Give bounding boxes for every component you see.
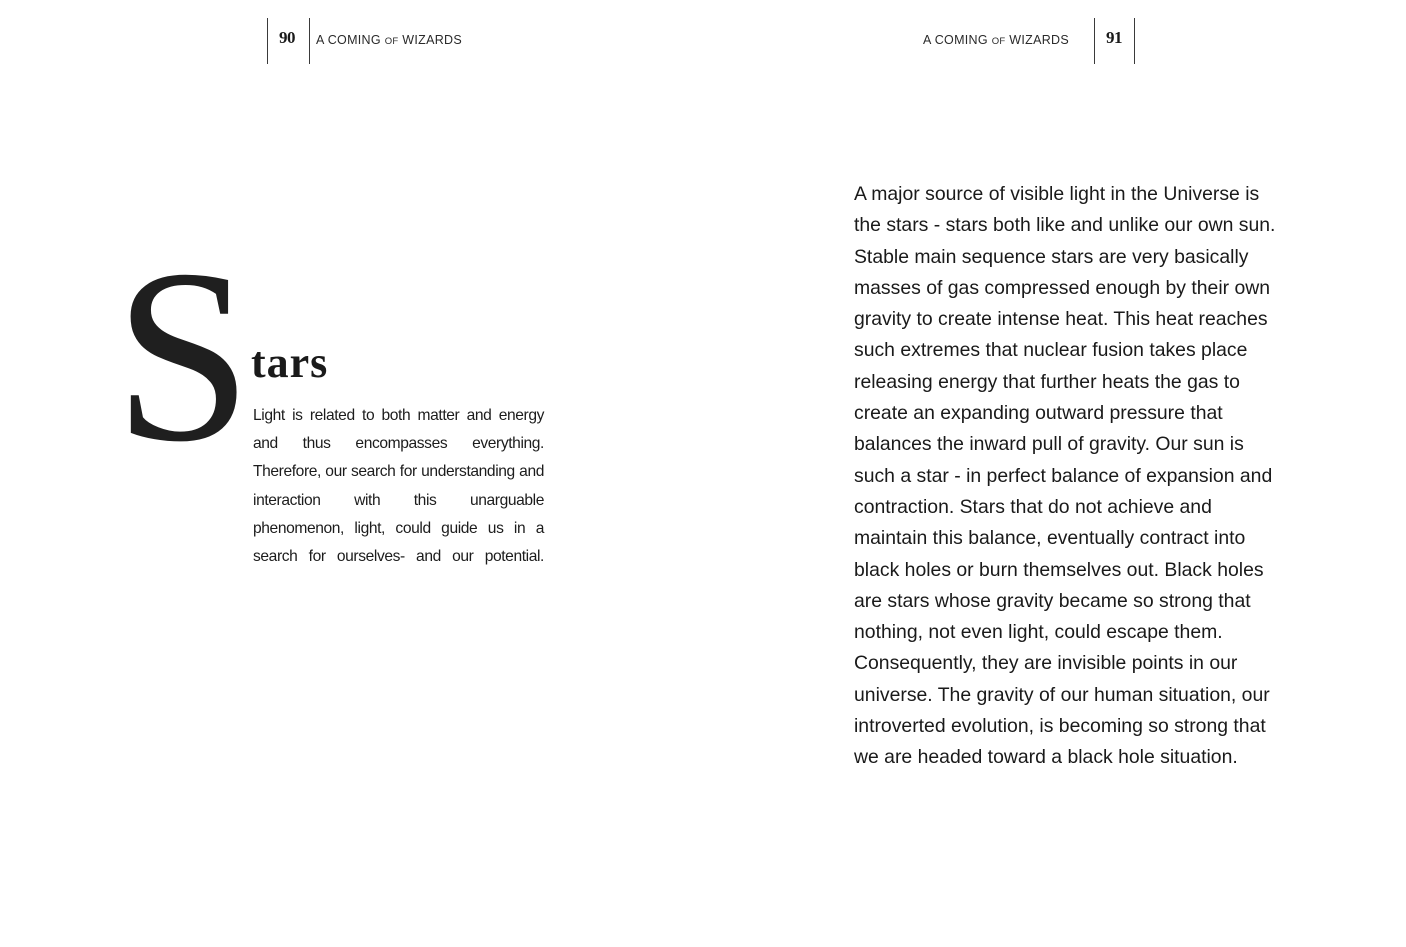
running-title-part: A COMING bbox=[923, 33, 992, 47]
running-title-part: WIZARDS bbox=[1005, 33, 1069, 47]
running-title-part: A COMING bbox=[316, 33, 385, 47]
running-title-part: OF bbox=[991, 36, 1006, 47]
header-rule bbox=[309, 18, 310, 64]
running-title-right bbox=[923, 33, 1069, 47]
running-title-left bbox=[316, 33, 462, 47]
header-rule bbox=[1134, 18, 1135, 64]
header-rule bbox=[1094, 18, 1095, 64]
running-title-part: WIZARDS bbox=[398, 33, 462, 47]
body-paragraph: A major source of visible light in the Universe is the stars - stars both like and unlike our own sun. Stable main sequence stars are very basically masses of gas compressed enough by their own gravity to create intense heat. This heat reaches such extremes that nuclear fusion takes place releasing energy that further heats the gas to create an expanding outward pressure that balances the inward pull of gravity. Our sun is such a star - in perfect balance of expansion and contraction. Stars that do not achieve and maintain this balance, eventually contract into black holes or burn themselves out. Black holes are stars whose gravity became so strong that nothing, not even light, could escape them. Consequently, they are invisible points in our universe. The gravity of our human situation, our introverted evolution, is becoming so strong that we are headed toward a black hole situation. bbox=[854, 183, 1276, 769]
header-rule bbox=[267, 18, 268, 64]
page-title: tars bbox=[251, 338, 329, 387]
page-number-right: 91 bbox=[1106, 28, 1122, 47]
page-number-left: 90 bbox=[279, 28, 295, 47]
title-drop-cap: S bbox=[114, 218, 252, 493]
running-title-part: OF bbox=[384, 36, 399, 47]
intro-paragraph: Light is related to both matter and energy and thus encompasses everything. Therefore, our search for understanding and interaction with this unarguable phenomenon, light, could guide us in a search for ourselves- and our potential. bbox=[253, 407, 544, 566]
